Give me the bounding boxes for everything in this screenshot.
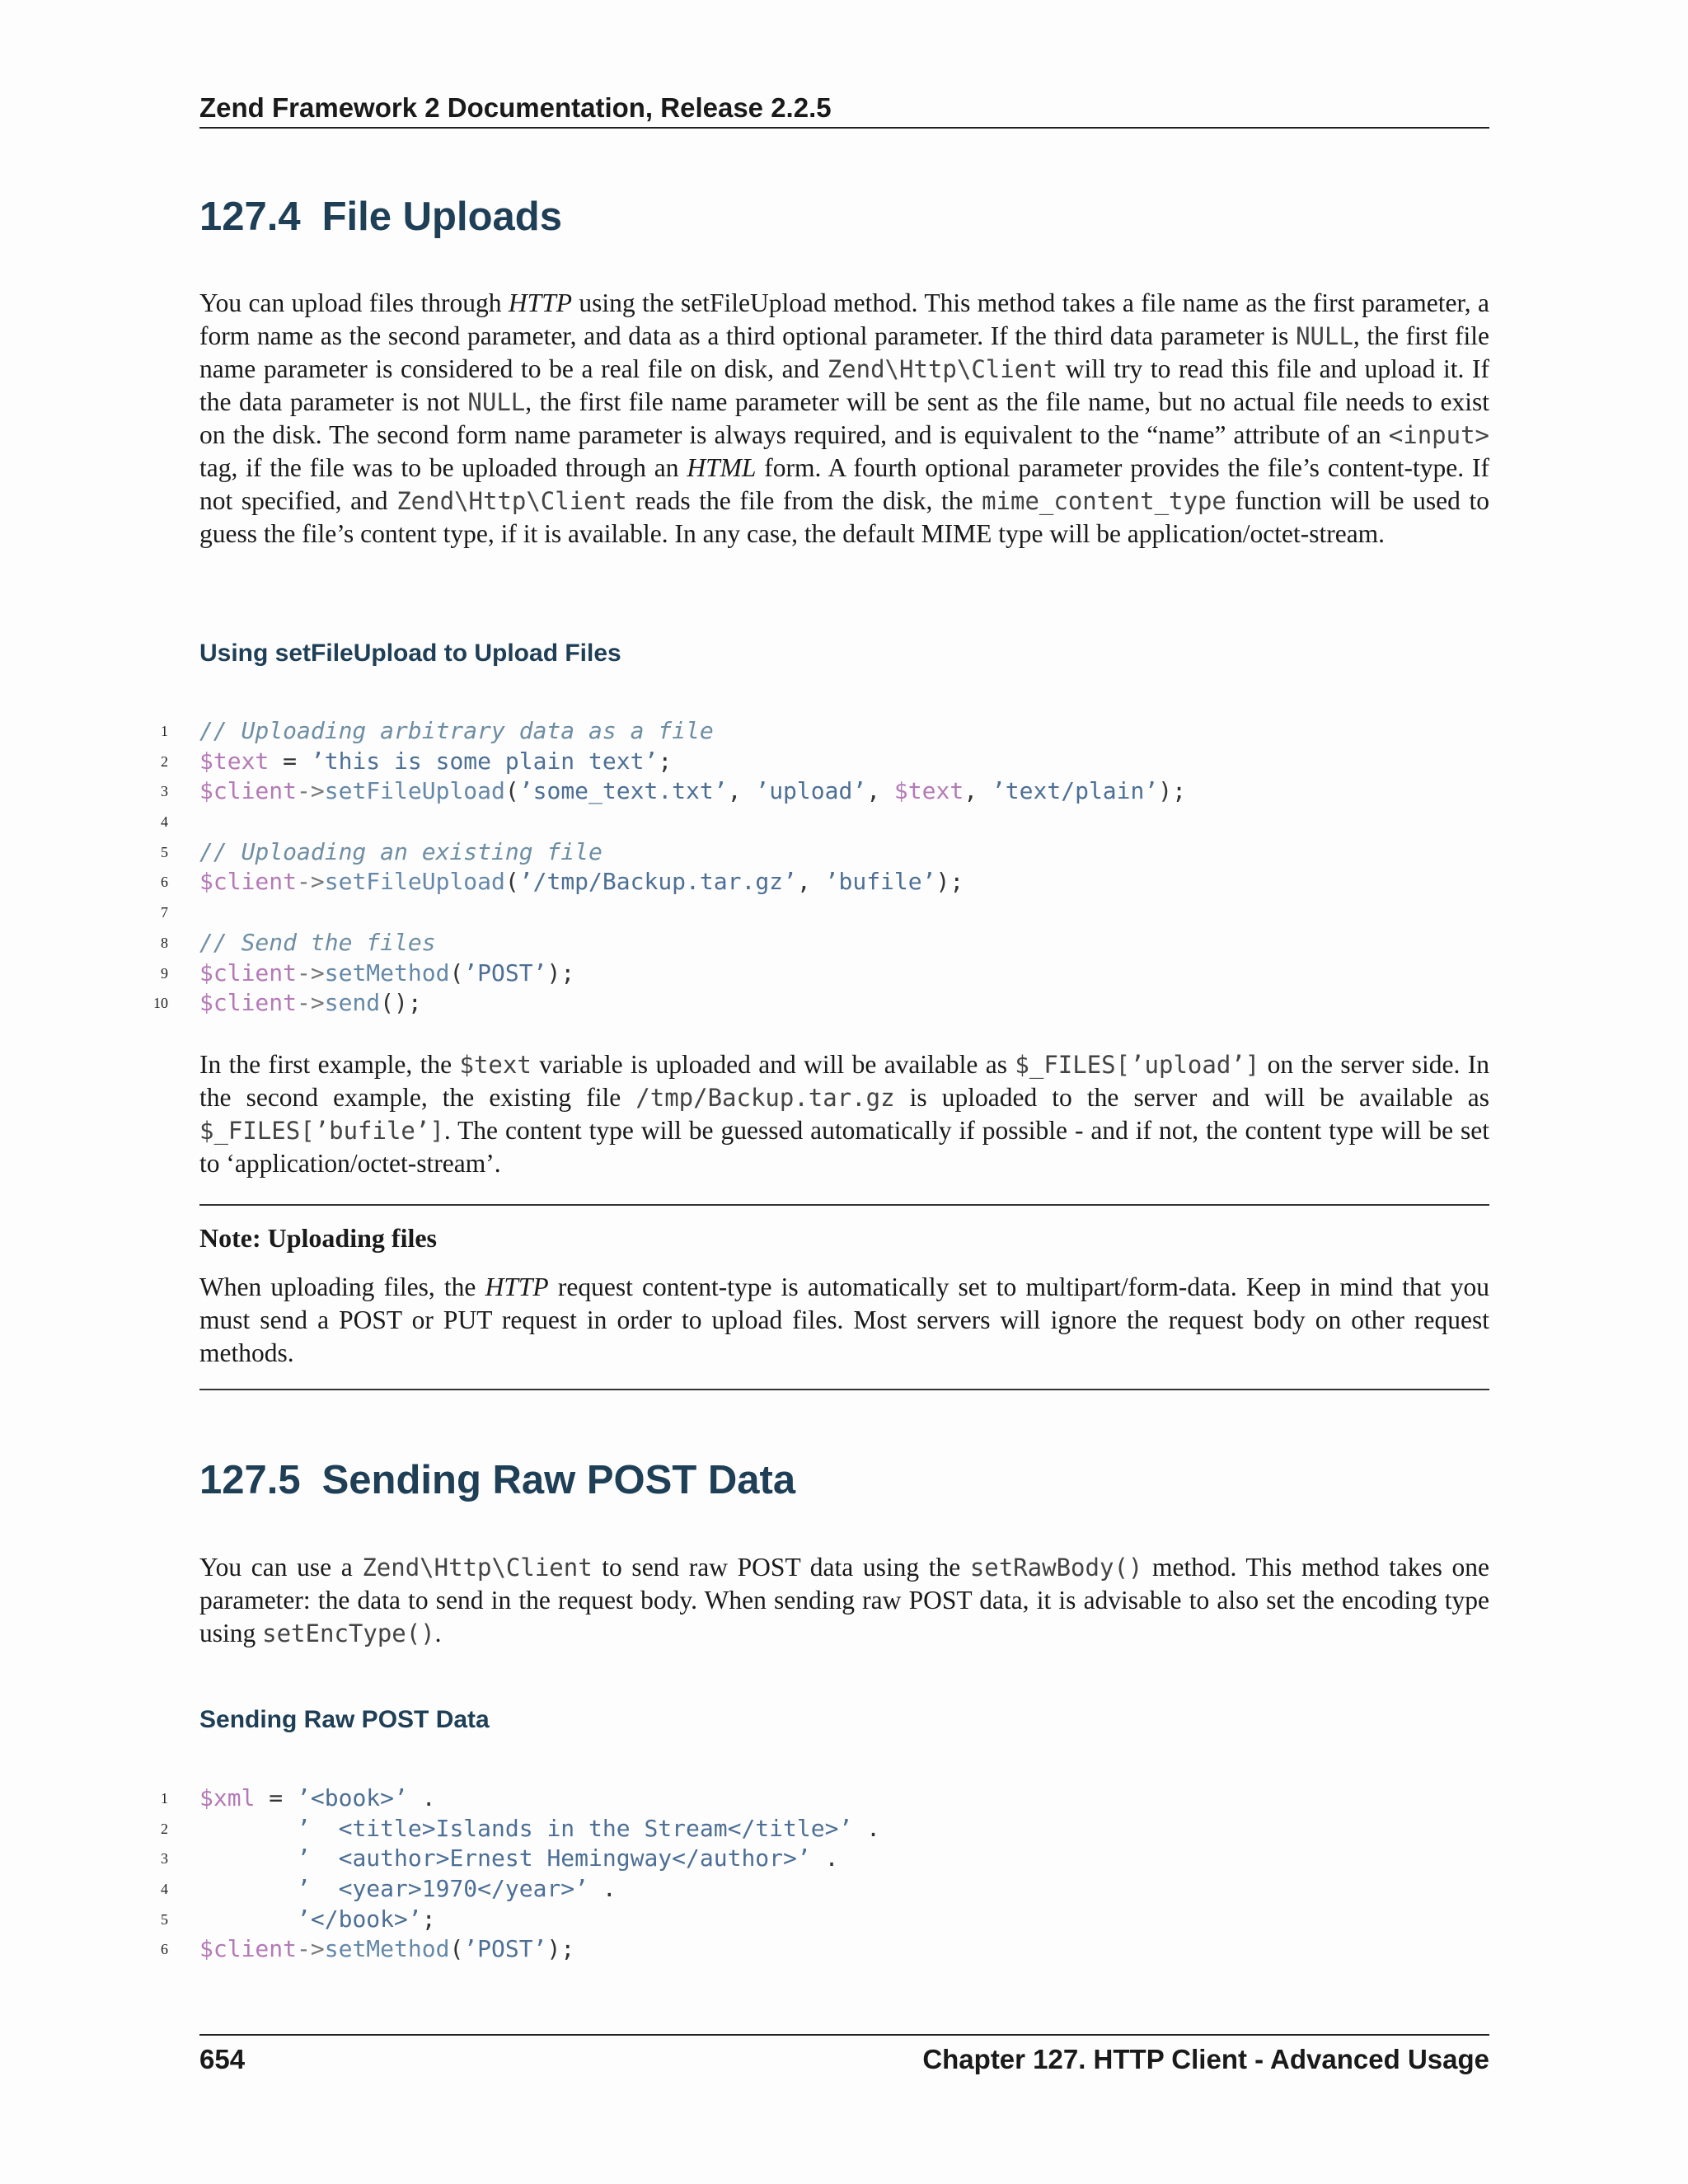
text-run: . The content type will be guessed automatically if possible - and if not, the content type will be set to ‘application/octet-stream’. bbox=[199, 1116, 1489, 1178]
code-text: // Send the files bbox=[199, 928, 436, 956]
paragraph-raw-post-intro bbox=[199, 1551, 1489, 1650]
line-number: 1 bbox=[161, 1790, 168, 1807]
line-number: 7 bbox=[161, 904, 168, 921]
note-body bbox=[199, 1271, 1489, 1370]
section-title: File Uploads bbox=[321, 194, 562, 239]
inline-code: mime_content_type bbox=[982, 487, 1226, 515]
text-run: . bbox=[434, 1619, 442, 1647]
text-run: on the server side. In the second example, the existing file bbox=[199, 1050, 1489, 1112]
inline-code: NULL bbox=[467, 388, 526, 416]
code-line bbox=[0, 837, 1688, 868]
code-line bbox=[0, 1783, 1688, 1814]
code-text: $client->setMethod(’POST’); bbox=[199, 958, 575, 987]
code-block-raw-post bbox=[0, 1783, 1688, 1965]
text-run: , the first file name parameter is considered to be a real file on disk, and bbox=[199, 321, 1489, 383]
section-heading-raw-post bbox=[199, 1457, 795, 1503]
code-line bbox=[0, 867, 1688, 898]
code-text: $client->send(); bbox=[199, 989, 422, 1017]
text-run: method. This method takes one parameter: the data to send in the request body. When sending raw POST data, it is advisable to also set the encoding type using bbox=[199, 1553, 1489, 1647]
code-text: // Uploading arbitrary data as a file bbox=[199, 717, 714, 744]
inline-code: setEncType() bbox=[262, 1619, 435, 1647]
inline-code: <input> bbox=[1388, 421, 1489, 449]
code-line bbox=[0, 928, 1688, 958]
line-number: 10 bbox=[153, 995, 168, 1012]
note-bottom-rule bbox=[199, 1389, 1489, 1390]
code-line bbox=[0, 898, 1688, 928]
code-line bbox=[0, 958, 1688, 989]
line-number: 9 bbox=[161, 964, 168, 982]
code-text: ’ <title>Islands in the Stream</title>’ . bbox=[297, 1814, 881, 1842]
inline-code: NULL bbox=[1296, 322, 1353, 350]
note-title: Note: Uploading files bbox=[199, 1223, 437, 1253]
paragraph-file-uploads-explanation bbox=[199, 1048, 1489, 1180]
code-text: ’ <year>1970</year>’ . bbox=[297, 1875, 617, 1903]
inline-code: $text bbox=[459, 1051, 532, 1079]
note-top-rule bbox=[199, 1204, 1489, 1206]
code-text: $text = ’this is some plain text’; bbox=[199, 747, 673, 775]
code-block-file-upload bbox=[0, 716, 1688, 1019]
section-title: Sending Raw POST Data bbox=[321, 1458, 796, 1502]
text-run-italic: HTML bbox=[687, 453, 757, 482]
code-caption-raw-post: Sending Raw POST Data bbox=[199, 1706, 490, 1733]
code-text: ’</book>’; bbox=[297, 1905, 436, 1933]
code-line bbox=[0, 1814, 1688, 1844]
code-line bbox=[0, 747, 1688, 777]
text-run: When uploading files, the bbox=[199, 1272, 485, 1301]
text-run: form. A fourth optional parameter provides the file’s content-type. If not specified, and bbox=[199, 453, 1489, 515]
line-number: 6 bbox=[161, 1941, 168, 1958]
line-number: 3 bbox=[161, 783, 168, 800]
code-line bbox=[0, 1874, 1688, 1905]
code-line bbox=[0, 807, 1688, 837]
text-run: function will be used to guess the file’s content type, if it is available. In any case, the default MIME type will be application/octet-stream. bbox=[199, 486, 1489, 548]
text-run: You can use a bbox=[199, 1553, 363, 1582]
inline-code: /tmp/Backup.tar.gz bbox=[635, 1084, 895, 1112]
text-run: using the setFileUpload method. This method takes a file name as the first parameter, a form name as the second parameter, and data as a third optional parameter. If the third data parameter is bbox=[199, 288, 1490, 350]
section-number: 127.4 bbox=[199, 194, 301, 239]
text-run: variable is uploaded and will be available as bbox=[531, 1050, 1015, 1079]
running-header: Zend Framework 2 Documentation, Release 2.2.5 bbox=[199, 92, 1489, 129]
text-run: tag, if the file was to be uploaded through an bbox=[199, 453, 687, 482]
code-text: $client->setFileUpload(’some_text.txt’, ’upload’, $text, ’text/plain’); bbox=[199, 777, 1186, 805]
text-run: will try to read this file and upload it. If the data parameter is not bbox=[199, 354, 1489, 416]
paragraph-file-uploads-intro bbox=[199, 287, 1489, 551]
code-line bbox=[0, 1934, 1688, 1965]
text-run-italic: HTTP bbox=[508, 288, 572, 317]
line-number: 6 bbox=[161, 874, 168, 891]
line-number: 1 bbox=[161, 723, 168, 739]
section-number: 127.5 bbox=[199, 1458, 301, 1502]
code-line bbox=[0, 716, 1688, 747]
text-run-italic: HTTP bbox=[485, 1272, 549, 1301]
line-number: 2 bbox=[161, 752, 168, 770]
code-line bbox=[0, 776, 1688, 807]
line-number: 4 bbox=[161, 813, 168, 831]
code-text: $xml = ’<book>’ . bbox=[199, 1784, 436, 1811]
inline-code: $_FILES[’upload’] bbox=[1015, 1051, 1260, 1079]
code-text: ’ <author>Ernest Hemingway</author>’ . bbox=[297, 1844, 839, 1872]
code-text: // Uploading an existing file bbox=[199, 837, 603, 865]
line-number: 3 bbox=[161, 1850, 168, 1868]
code-text: $client->setMethod(’POST’); bbox=[199, 1935, 575, 1963]
line-number: 5 bbox=[161, 1910, 168, 1928]
inline-code: Zend\Http\Client bbox=[396, 487, 627, 515]
text-run: to send raw POST data using the bbox=[592, 1553, 970, 1582]
text-run: is uploaded to the server and will be available as bbox=[894, 1083, 1490, 1112]
line-number: 8 bbox=[161, 934, 168, 951]
text-run: request content-type is automatically set to multipart/form-data. Keep in mind that you must send a POST or PUT request in order to upload files. Most servers will ignore the request body on other request methods. bbox=[199, 1272, 1489, 1367]
chapter-title: Chapter 127. HTTP Client - Advanced Usage bbox=[922, 2044, 1489, 2074]
code-line bbox=[0, 1844, 1688, 1874]
line-number: 4 bbox=[161, 1881, 168, 1898]
code-line bbox=[0, 1905, 1688, 1935]
inline-code: Zend\Http\Client bbox=[362, 1554, 593, 1582]
code-line bbox=[0, 988, 1688, 1019]
text-run: In the first example, the bbox=[199, 1050, 460, 1079]
text-run: reads the file from the disk, the bbox=[626, 486, 982, 515]
page-number: 654 bbox=[199, 2044, 246, 2074]
text-run: , the first file name parameter will be sent as the file name, but no actual file needs to exist on the disk. The second form name parameter is always required, and is equivalent to the “name” attribute of an bbox=[199, 387, 1489, 449]
running-footer bbox=[199, 2034, 1489, 2075]
text-run: You can upload files through bbox=[199, 288, 509, 317]
section-heading-file-uploads bbox=[199, 194, 562, 240]
line-number: 5 bbox=[161, 843, 168, 860]
inline-code: setRawBody() bbox=[969, 1554, 1143, 1582]
line-number: 2 bbox=[161, 1820, 168, 1837]
code-caption-file-upload: Using setFileUpload to Upload Files bbox=[199, 640, 621, 667]
inline-code: $_FILES[’bufile’] bbox=[199, 1117, 444, 1145]
inline-code: Zend\Http\Client bbox=[827, 355, 1058, 383]
code-text: $client->setFileUpload(’/tmp/Backup.tar.gz’, ’bufile’); bbox=[199, 868, 964, 896]
